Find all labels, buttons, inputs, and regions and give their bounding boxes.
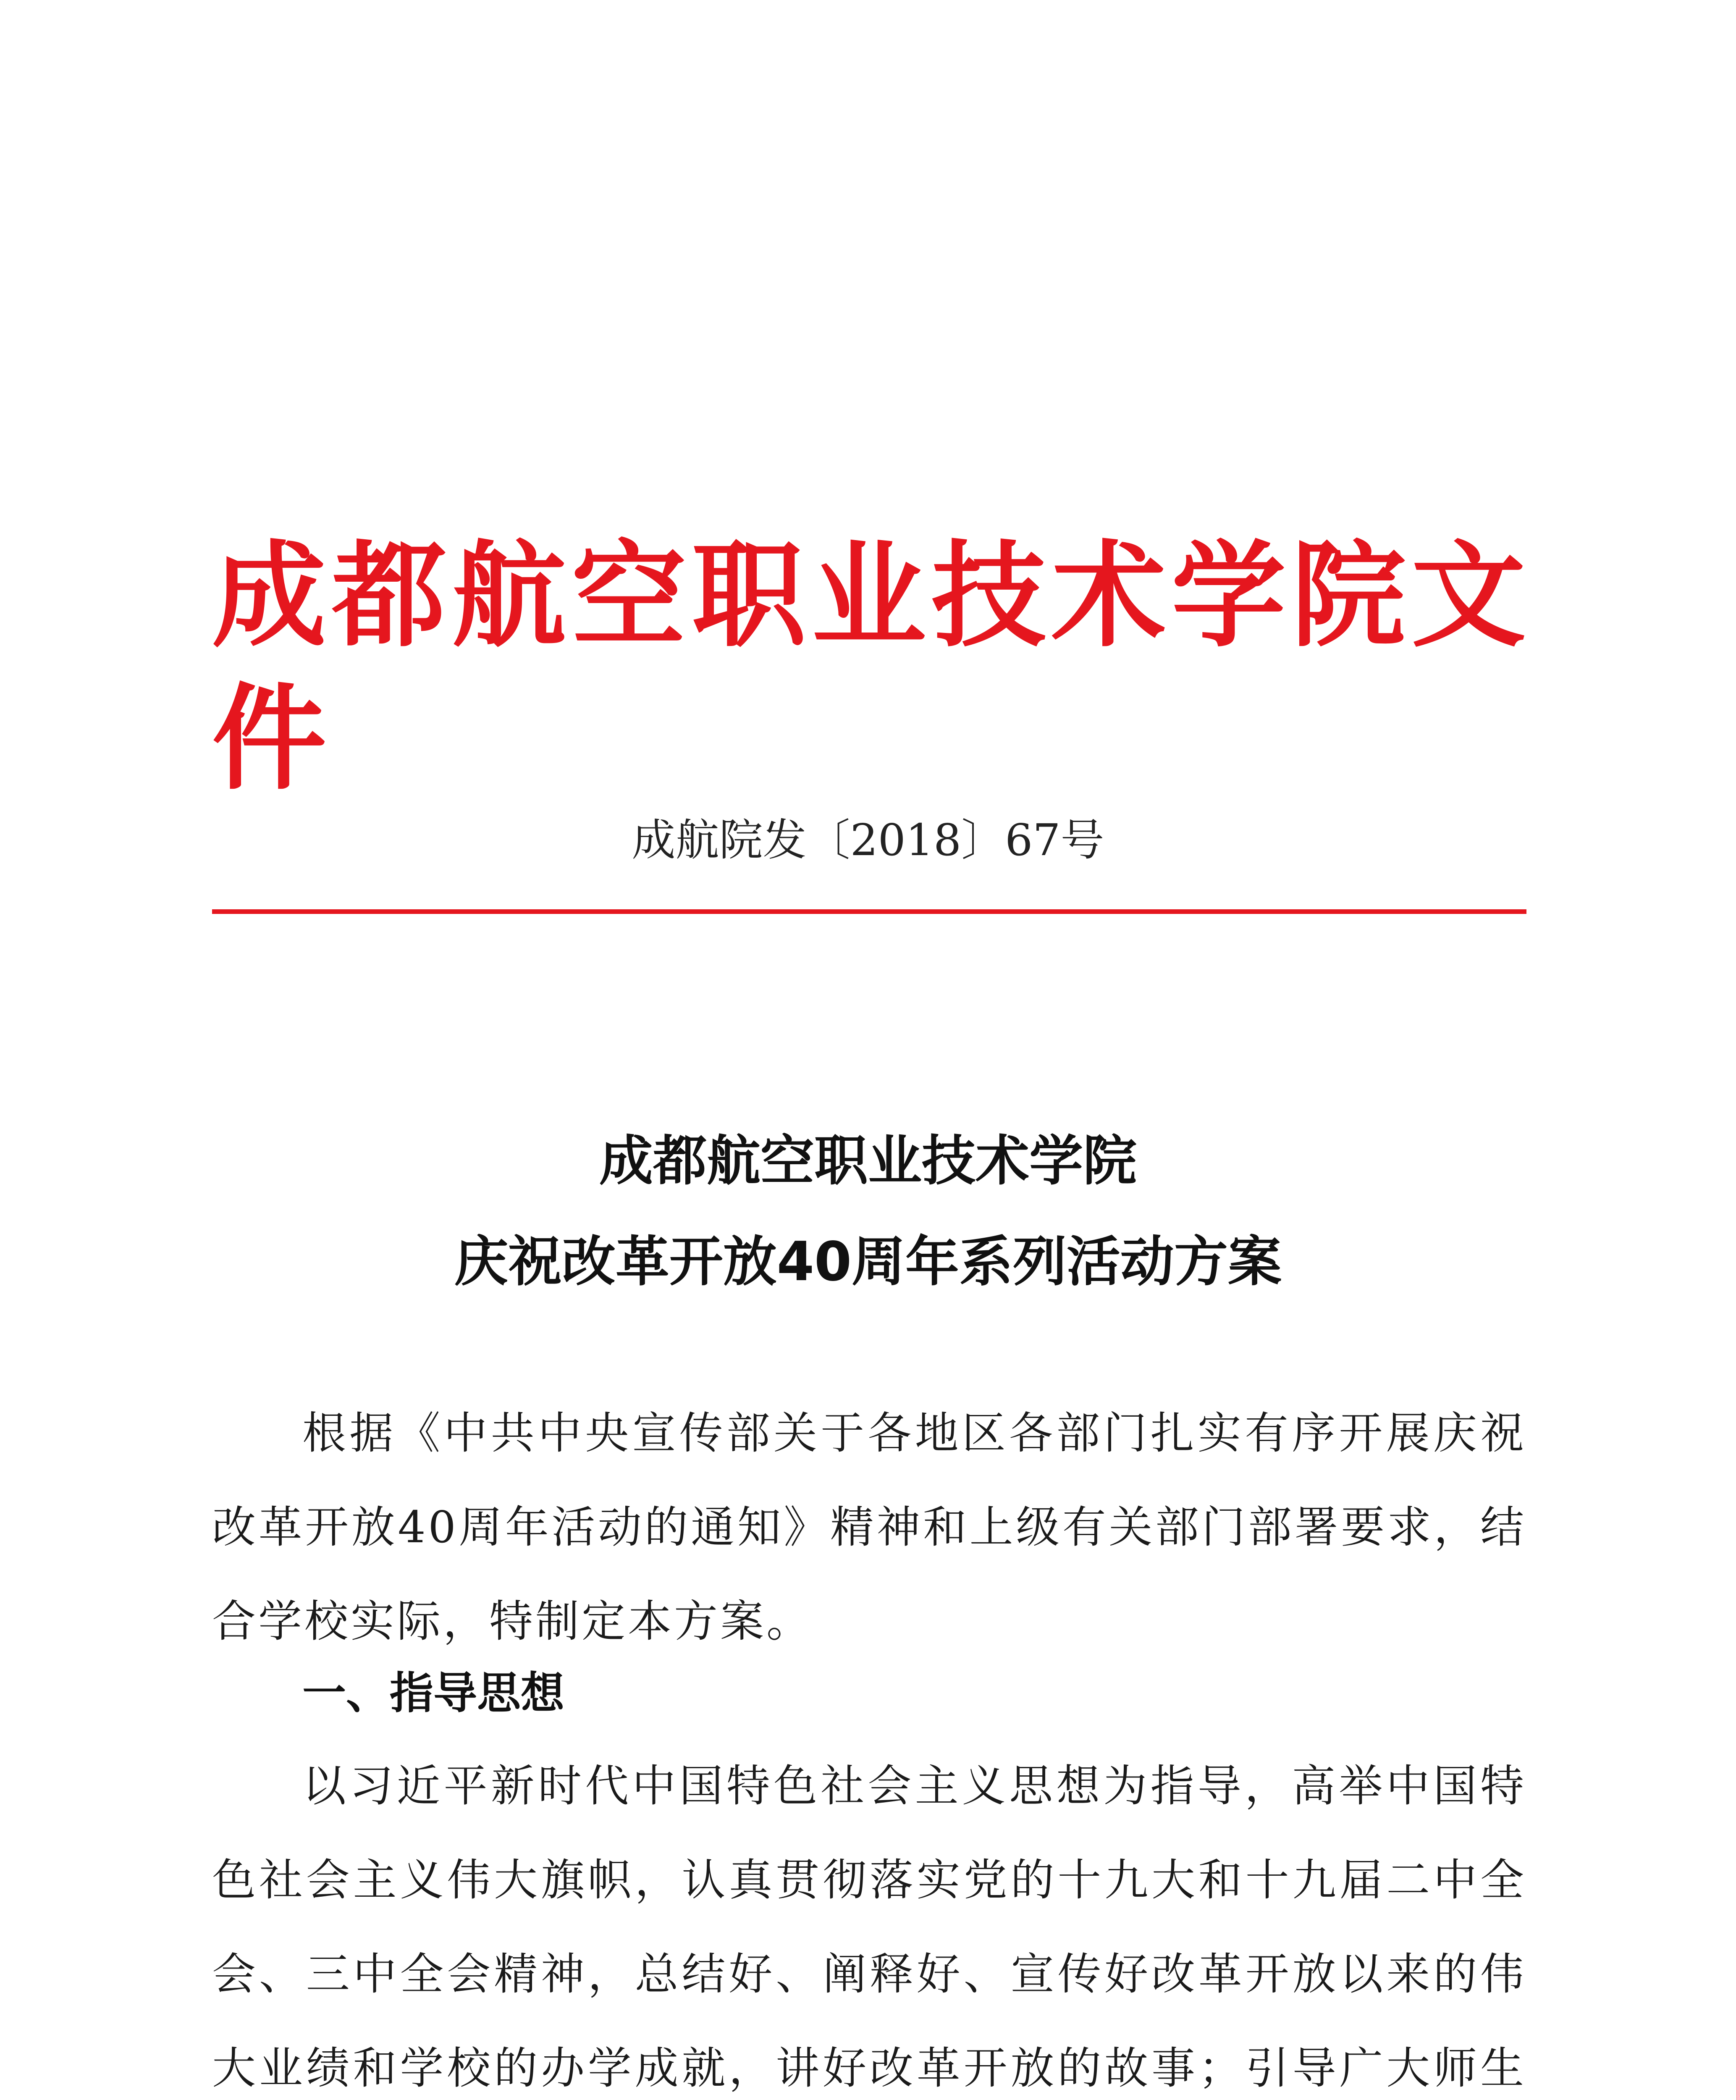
section-heading-guiding-ideology: 一、指导思想 — [302, 1667, 565, 1719]
document-number: 成航院发〔2018〕67号 — [632, 814, 1104, 866]
red-divider-line — [212, 909, 1526, 914]
document-masthead: 成都航空职业技术学院文件 — [212, 530, 1526, 806]
document-title-line-2: 庆祝改革开放40周年系列活动方案 — [454, 1231, 1282, 1293]
intro-paragraph: 根据《中共中央宣传部关于各地区各部门扎实有序开展庆祝改革开放40周年活动的通知》精神和上级有关部门部署要求，结合学校实际，特制定本方案。 — [212, 1407, 1526, 1647]
document-title-line-1: 成都航空职业技术学院 — [599, 1130, 1137, 1192]
section-paragraph-guiding-ideology: 以习近平新时代中国特色社会主义思想为指导，高举中国特色社会主义伟大旗帜，认真贯彻落实党的十九大和十九届二中全会、三中全会精神，总结好、阐释好、宣传好改革开放以来的伟大业绩和学校的办学成就，讲好改革开放的故事；引导广大师生 — [212, 1760, 1526, 2094]
